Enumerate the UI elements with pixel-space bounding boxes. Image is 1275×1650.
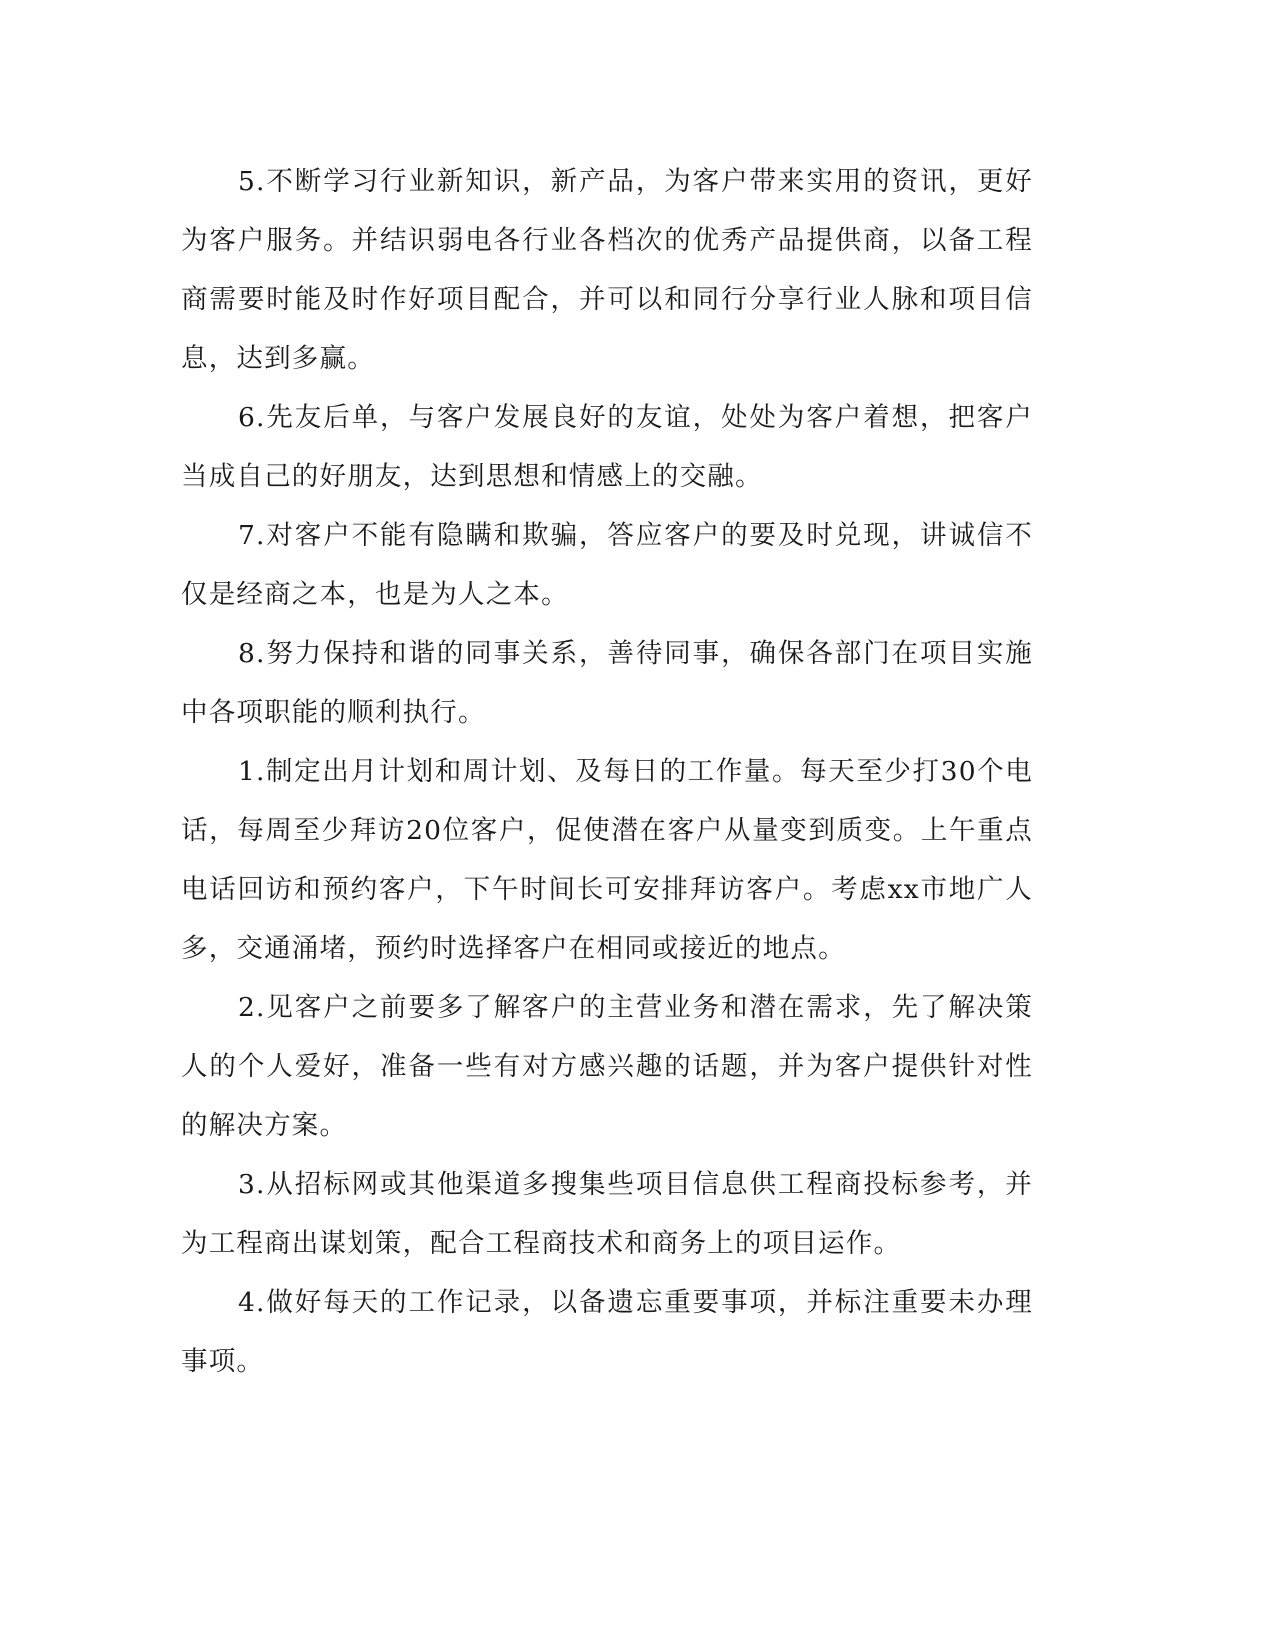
paragraph-5: 5.不断学习行业新知识，新产品，为客户带来实用的资讯，更好为客户服务。并结识弱电各行业各档次的优秀产品提供商，以备工程商需要时能及时作好项目配合，并可以和同行分享行业人脉和项目信息，达到多赢。: [181, 166, 1033, 374]
paragraph-4: 4.做好每天的工作记录，以备遗忘重要事项，并标注重要未办理事项。: [181, 1287, 1033, 1377]
paragraph-6: 6.先友后单，与客户发展良好的友谊，处处为客户着想，把客户当成自己的好朋友，达到思想和情感上的交融。: [181, 402, 1033, 492]
paragraph-8: 8.努力保持和谐的同事关系，善待同事，确保各部门在项目实施中各项职能的顺利执行。: [181, 638, 1033, 728]
document-body: [181, 152, 1033, 1391]
paragraph-3: 3.从招标网或其他渠道多搜集些项目信息供工程商投标参考，并为工程商出谋划策，配合工程商技术和商务上的项目运作。: [181, 1169, 1033, 1259]
paragraph-7: 7.对客户不能有隐瞒和欺骗，答应客户的要及时兑现，讲诚信不仅是经商之本，也是为人之本。: [181, 520, 1033, 610]
paragraph-1: 1.制定出月计划和周计划、及每日的工作量。每天至少打30个电话，每周至少拜访20位客户，促使潜在客户从量变到质变。上午重点电话回访和预约客户，下午时间长可安排拜访客户。考虑xx市地广人多，交通涌堵，预约时选择客户在相同或接近的地点。: [181, 756, 1033, 964]
paragraph-2: 2.见客户之前要多了解客户的主营业务和潜在需求，先了解决策人的个人爱好，准备一些有对方感兴趣的话题，并为客户提供针对性的解决方案。: [181, 992, 1033, 1141]
